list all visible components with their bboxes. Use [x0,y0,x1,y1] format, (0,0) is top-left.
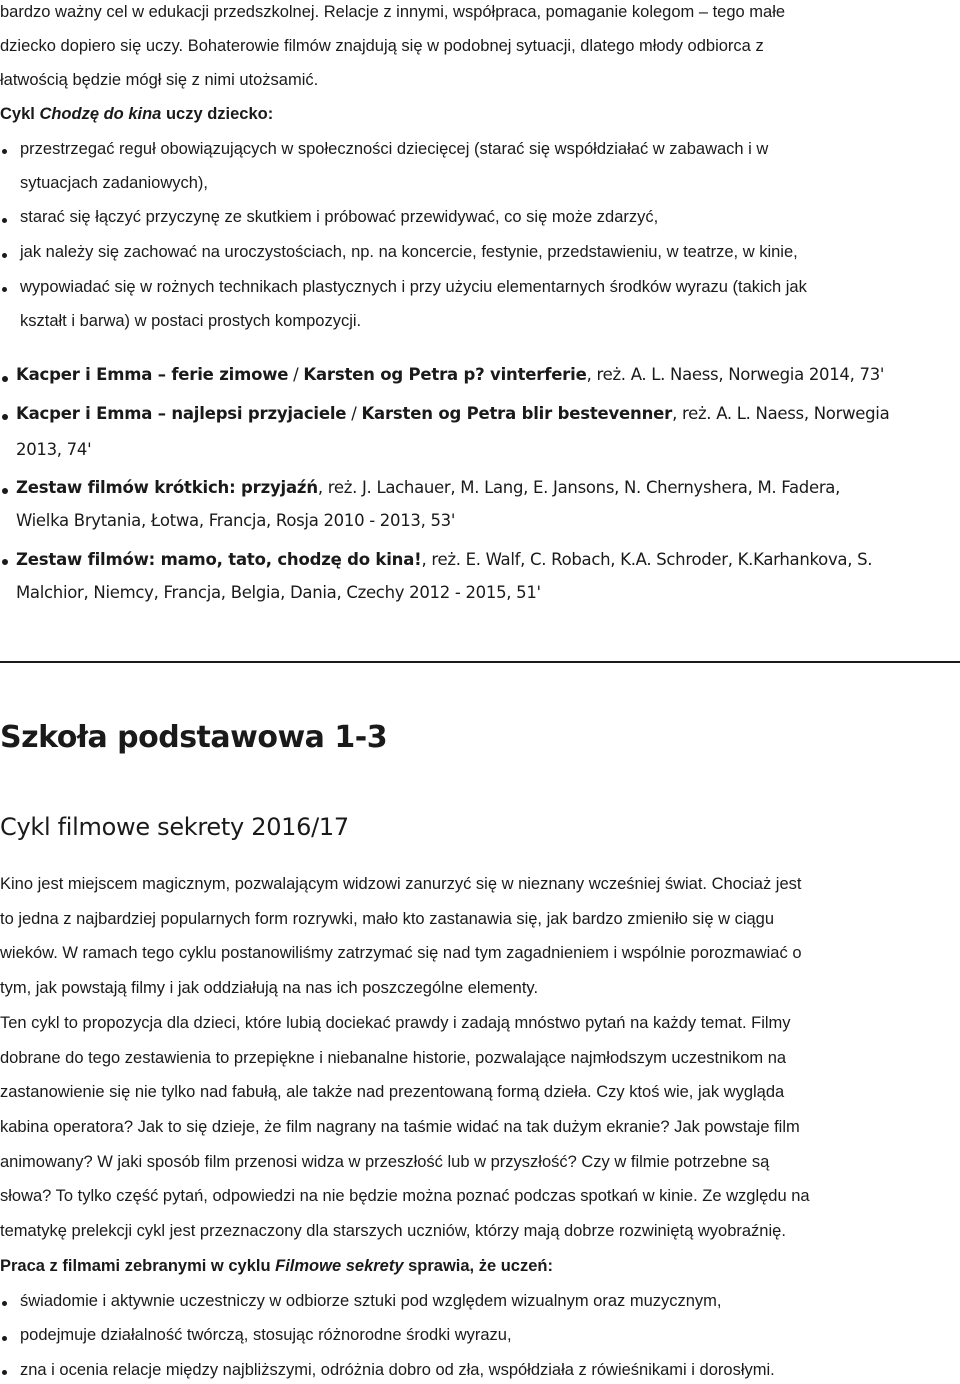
film-3-details-line-2: Wielka Brytania, Łotwa, Francja, Rosja 2010 - 2013, 53' [16,511,456,530]
paragraph2-line-2: dobrane do tego zestawienia to przepiękne i niebanalne historie, pozwalające najmłodszym uczestnikom na [0,1049,787,1067]
section-divider [0,661,960,663]
paragraph1-line-4: tym, jak powstają filmy i jak oddziałują na nas ich poszczególne elementy. [0,979,539,997]
work-bullet-3: zna i ocenia relacje między najbliższymi, odróżnia dobro od zła, współdziała z rówieśnikami i dorosłymi. [20,1361,775,1379]
cycle1-bullet-3: jak należy się zachować na uroczystościach, np. na koncercie, festynie, przedstawieniu, w teatrze, w kinie, [20,243,798,261]
bullet-icon [2,1336,7,1341]
bullet-icon [2,1370,7,1375]
paragraph2-line-6: słowa? To tylko część pytań, odpowiedzi na nie będzie można poznać podczas spotkań w kinie. Ze względu na [0,1187,810,1205]
cycle1-bullet-4-line-2: kształt i barwa) w postaci prostych kompozycji. [20,312,362,330]
film-1-original-title: Karsten og Petra p? vinterferie [303,365,587,384]
cycle1-heading-prefix: Cykl [0,105,40,123]
bullet-icon [2,559,8,565]
bullet-icon [2,287,7,292]
work-heading-title: Filmowe sekrety [275,1257,404,1275]
cycle1-heading-title: Chodzę do kina [39,105,162,123]
section-subtitle: Cykl filmowe sekrety 2016/17 [0,813,349,841]
work-bullet-2: podejmuje działalność twórczą, stosując różnorodne środki wyrazu, [20,1326,512,1344]
film-item-4 [16,550,872,569]
film-2-title: Kacper i Emma – najlepsi przyjaciele [16,404,347,423]
film-3-title: Zestaw filmów krótkich: przyjaźń [16,478,318,497]
paragraph2-line-3: zastanowienie się nie tylko nad fabułą, ale także nad prezentowaną formą dzieła. Czy ktoś wie, jak wygląda [0,1083,785,1101]
cycle1-bullet-4-line-1: wypowiadać się w rożnych technikach plastycznych i przy użyciu elementarnych środków wyrazu (takich jak [20,278,807,296]
cycle1-bullet-1-line-1: przestrzegać reguł obowiązujących w społeczności dziecięcej (starać się współdziałać w zabawach i w [20,140,769,158]
cycle1-heading [0,105,273,124]
film-4-details-line-2: Malchior, Niemcy, Francja, Belgia, Dania, Czechy 2012 - 2015, 51' [16,583,541,602]
intro-line-1: bardzo ważny cel w edukacji przedszkolnej. Relacje z innymi, współpraca, pomaganie kolegom – tego małe [0,3,786,21]
bullet-icon [2,218,7,223]
work-heading-prefix: Praca z filmami zebranymi w cyklu [0,1257,276,1275]
bullet-icon [2,253,7,258]
work-bullet-1: świadomie i aktywnie uczestniczy w odbiorze sztuki pod względem wizualnym oraz muzycznym, [20,1292,722,1310]
section-title: Szkoła podstawowa 1-3 [0,720,388,755]
film-item-2 [16,404,889,423]
paragraph2-line-5: animowany? W jaki sposób film przenosi widza w przeszłość lub w przyszłość? Czy w filmie potrzebne są [0,1153,770,1171]
cycle1-bullet-1-line-2: sytuacjach zadaniowych), [20,174,209,192]
film-item-3 [16,478,840,497]
paragraph2-line-7: tematykę prelekcji cykl jest przeznaczony dla starszych uczniów, którzy mają dobrze rozwiniętą wyobraźnię. [0,1222,786,1240]
film-1-sep: / [288,365,304,384]
film-4-title: Zestaw filmów: mamo, tato, chodzę do kina! [16,550,422,569]
work-heading [0,1257,553,1276]
intro-line-3: łatwością będzie mógł się z nimi utożsamić. [0,71,319,89]
film-2-details-line-2: 2013, 74' [16,440,92,459]
paragraph1-line-1: Kino jest miejscem magicznym, pozwalającym widzowi zanurzyć się w nieznany wcześniej świat. Chociaż jest [0,875,802,893]
bullet-icon [2,376,8,382]
film-2-original-title: Karsten og Petra blir bestevenner [361,404,673,423]
film-4-details: , reż. E. Walf, C. Robach, K.A. Schroder, K.Karhankova, S. [421,550,873,569]
intro-line-2: dziecko dopiero się uczy. Bohaterowie filmów znajdują się w podobnej sytuacji, dlatego młody odbiorca z [0,37,764,55]
film-1-title: Kacper i Emma – ferie zimowe [16,365,289,384]
paragraph1-line-3: wieków. W ramach tego cyklu postanowiliśmy zatrzymać się nad tym zagadnieniem i wspólnie porozmawiać o [0,944,802,962]
bullet-icon [2,1301,7,1306]
bullet-icon [2,414,8,420]
cycle1-bullet-2: starać się łączyć przyczynę ze skutkiem i próbować przewidywać, co się może zdarzyć, [20,208,659,226]
film-3-details: , reż. J. Lachauer, M. Lang, E. Jansons, N. Chernyshera, M. Fadera, [317,478,841,497]
paragraph2-line-1: Ten cykl to propozycja dla dzieci, które lubią dociekać prawdy i zadają mnóstwo pytań na każdy temat. Filmy [0,1014,791,1032]
paragraph1-line-2: to jedna z najbardziej popularnych form rozrywki, mało kto zastanawia się, jak bardzo zmieniło się w ciągu [0,910,775,928]
film-item-1 [16,365,884,384]
bullet-icon [2,149,7,154]
work-heading-suffix: sprawia, że uczeń: [403,1257,553,1275]
cycle1-heading-suffix: uczy dziecko: [161,105,274,123]
film-2-sep: / [346,404,362,423]
film-1-details: , reż. A. L. Naess, Norwegia 2014, 73' [586,365,885,384]
paragraph2-line-4: kabina operatora? Jak to się dzieje, że film nagrany na taśmie widać na tak dużym ekranie? Jak powstaje film [0,1118,800,1136]
bullet-icon [2,488,8,494]
film-2-details: , reż. A. L. Naess, Norwegia [672,404,890,423]
